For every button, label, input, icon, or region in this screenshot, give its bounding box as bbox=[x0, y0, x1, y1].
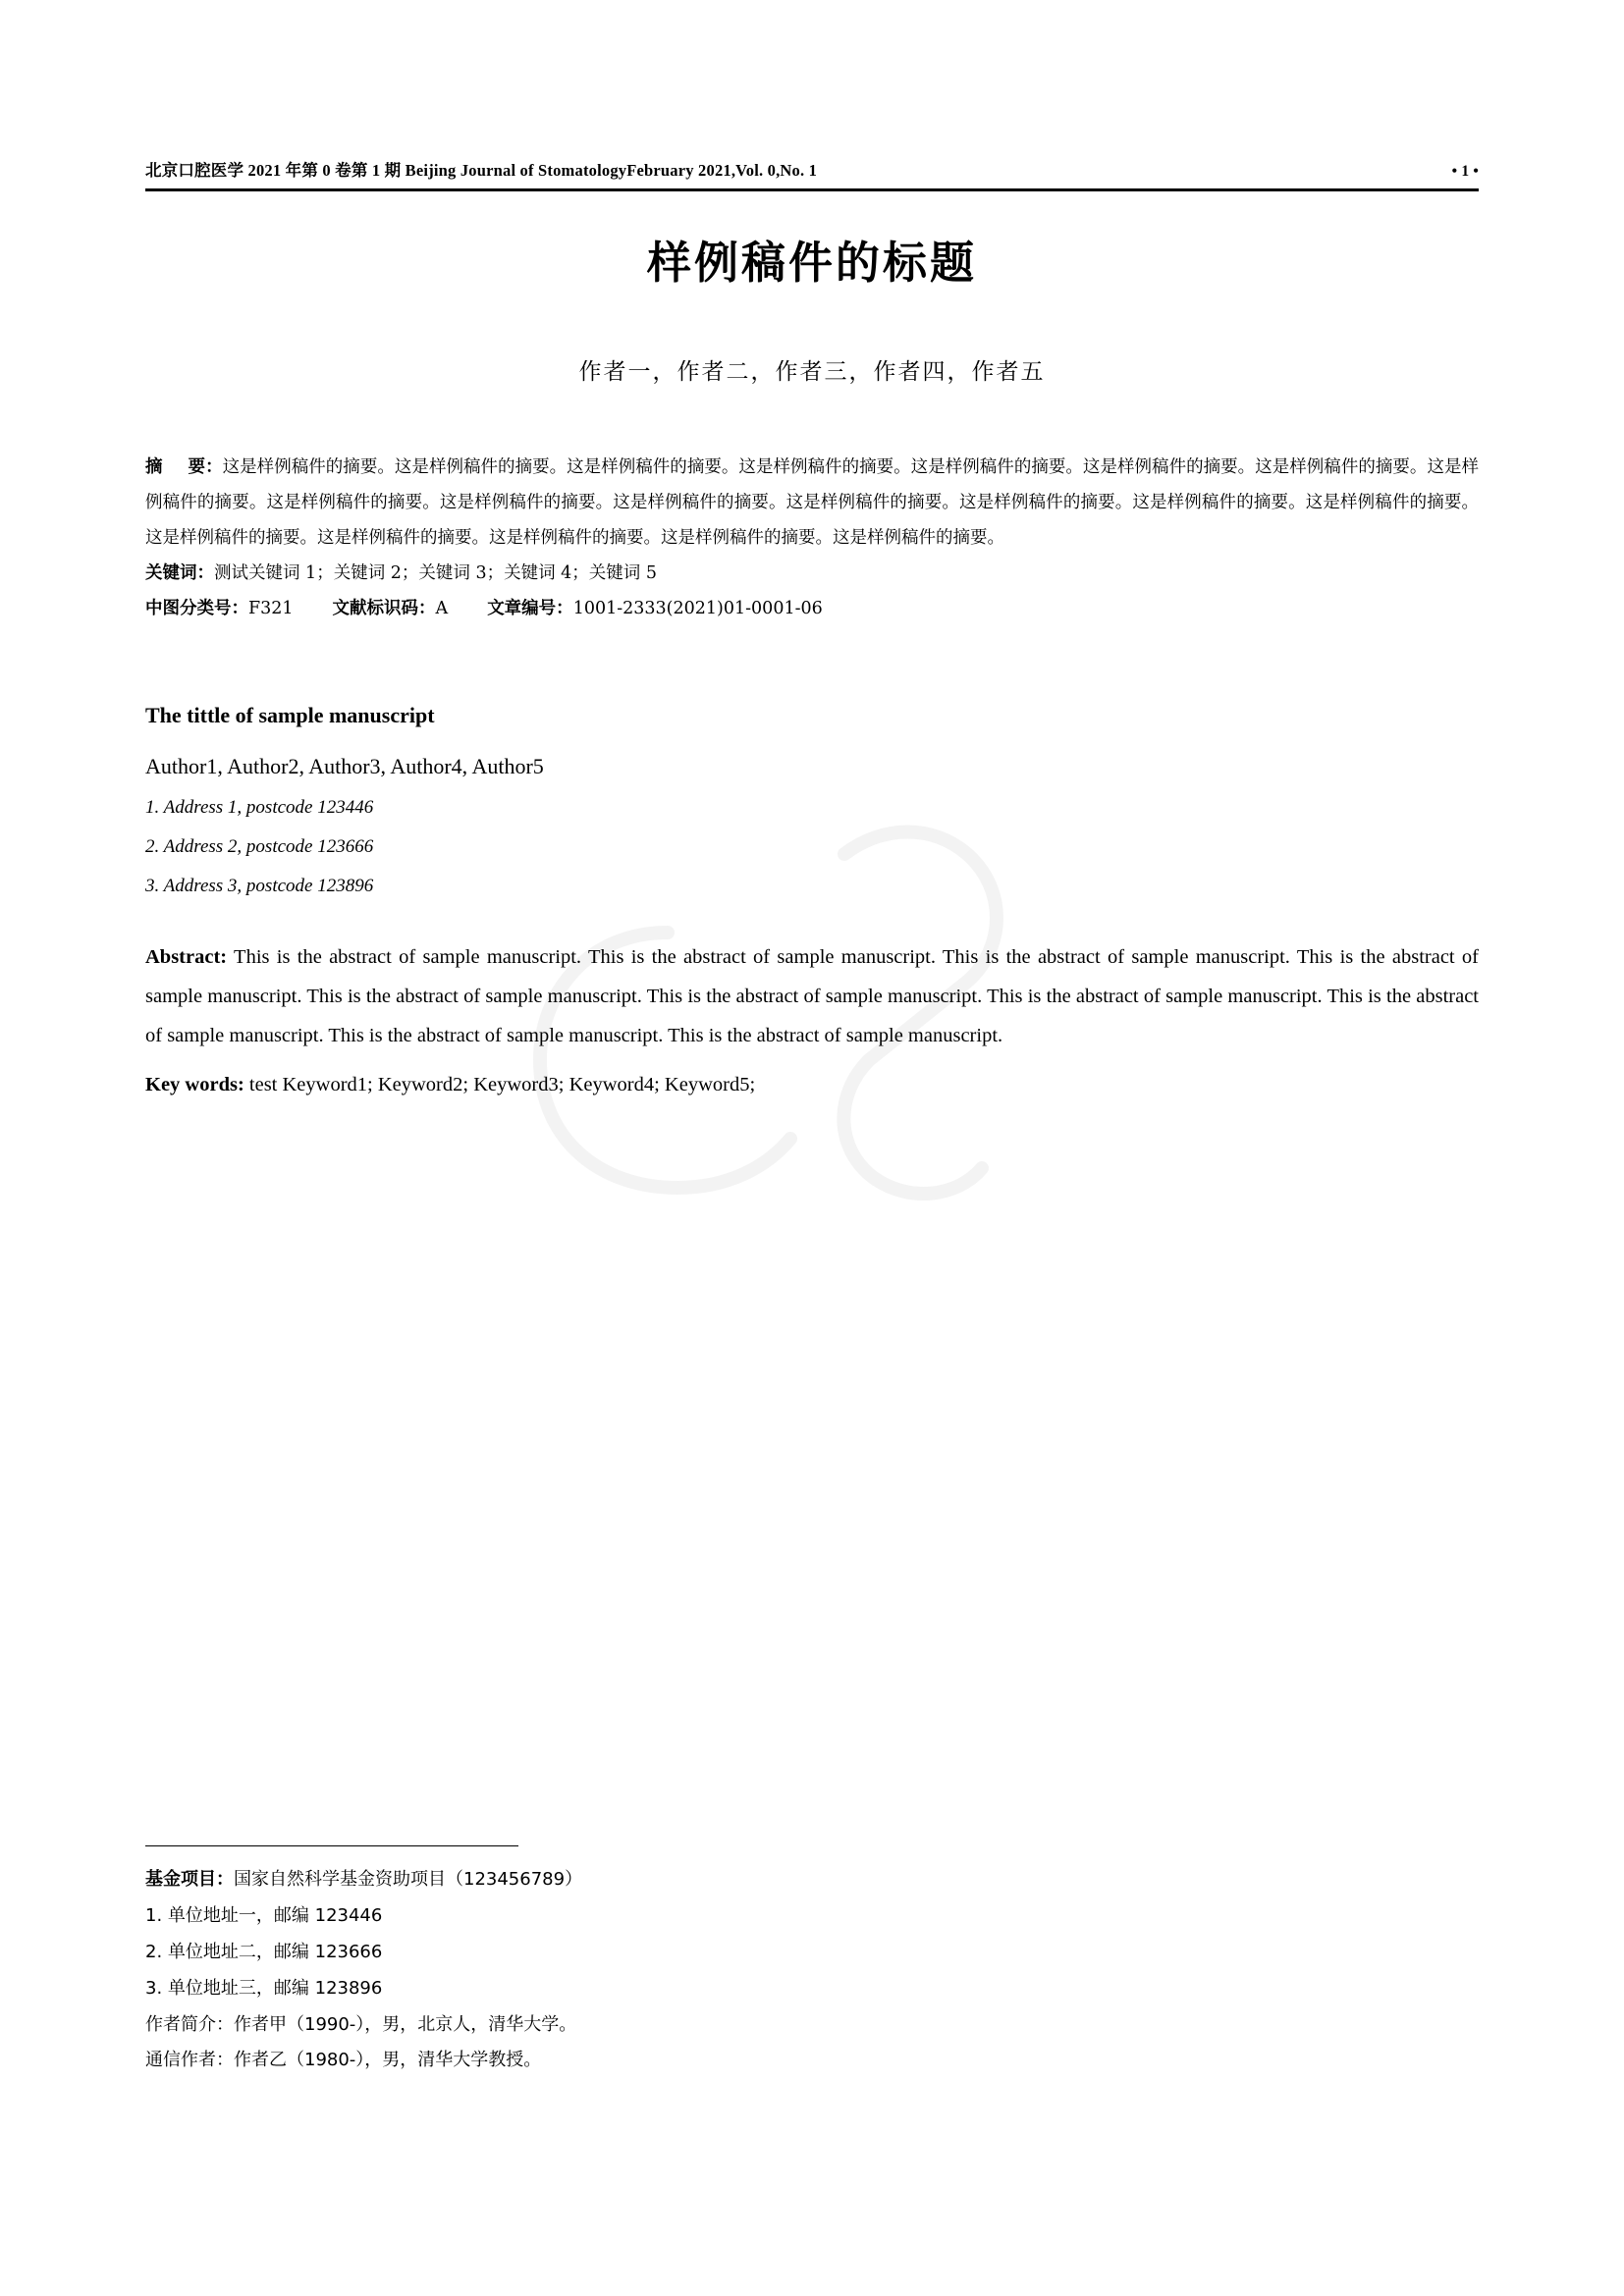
chinese-abstract-label: 摘 bbox=[145, 457, 163, 477]
corresponding-author-line bbox=[145, 2043, 1479, 2079]
author-bio-text: 作者甲（1990-），男，北京人，清华大学。 bbox=[234, 2013, 577, 2035]
footnote-address-2: 2. 单位地址二，邮编 123666 bbox=[145, 1941, 383, 1962]
page-content bbox=[145, 157, 1479, 1105]
document-code-value: A bbox=[435, 598, 449, 618]
author-bio-label: 作者简介： bbox=[145, 2013, 234, 2035]
chinese-abstract-paragraph bbox=[145, 451, 1479, 557]
page-number: • 1 • bbox=[1451, 163, 1479, 180]
corresponding-author-text: 作者乙（1980-），男，清华大学教授。 bbox=[234, 2050, 542, 2071]
chinese-abstract-label-2: 要： bbox=[188, 457, 223, 477]
article-id-value: 1001-2333(2021)01-0001-06 bbox=[572, 598, 823, 618]
english-keywords-text: test Keyword1; Keyword2; Keyword3; Keyword4; Keyword5; bbox=[244, 1074, 756, 1096]
footnote-block bbox=[145, 1845, 1479, 2079]
chinese-abstract-block bbox=[145, 451, 1479, 626]
english-abstract-text: This is the abstract of sample manuscript. This is the abstract of sample manuscript. This is the abstract of sample manuscript. This is the abstract of sample manuscript. This is the abstract of sample manuscript. This is the abstract of sample manuscript. This is the abstract of sample manuscript. This is the abstract of sample manuscript. This is the abstract of sample manuscript. This is the abstract of sample manuscript. bbox=[145, 946, 1479, 1047]
footnote-address-1: 1. 单位地址一，邮编 123446 bbox=[145, 1904, 383, 1926]
english-authors: Author1, Author2, Author3, Author4, Author5 bbox=[145, 754, 544, 779]
author-bio-line bbox=[145, 2007, 1479, 2044]
clc-value: F321 bbox=[248, 598, 294, 618]
chinese-authors: 作者一，作者二，作者三，作者四，作者五 bbox=[578, 359, 1046, 385]
english-address-3: 3. Address 3, postcode 123896 bbox=[145, 876, 374, 897]
article-id-label: 文章编号： bbox=[487, 598, 573, 618]
fund-line bbox=[145, 1862, 1479, 1898]
fund-label: 基金项目： bbox=[145, 1869, 234, 1890]
corresponding-author-label: 通信作者： bbox=[145, 2050, 234, 2071]
english-abstract bbox=[145, 938, 1479, 1056]
english-keywords-label: Key words: bbox=[145, 1074, 244, 1096]
english-address-2: 2. Address 2, postcode 123666 bbox=[145, 836, 374, 858]
english-abstract-label: Abstract: bbox=[145, 946, 228, 969]
header-rule bbox=[145, 188, 1479, 191]
footnote-address-3: 3. 单位地址三，邮编 123896 bbox=[145, 1977, 383, 1999]
english-keywords bbox=[145, 1066, 1479, 1105]
chinese-keywords-text: 测试关键词 1；关键词 2；关键词 3；关键词 4；关键词 5 bbox=[214, 562, 657, 583]
footnote-rule bbox=[145, 1845, 518, 1846]
chinese-title: 样例稿件的标题 bbox=[646, 237, 977, 289]
running-head bbox=[145, 157, 1479, 181]
chinese-abstract-text: 这是样例稿件的摘要。这是样例稿件的摘要。这是样例稿件的摘要。这是样例稿件的摘要。这是样例稿件的摘要。这是样例稿件的摘要。这是样例稿件的摘要。这是样例稿件的摘要。这是样例稿件的摘要。这是样例稿件的摘要。这是样例稿件的摘要。这是样例稿件的摘要。这是样例稿件的摘要。这是样例稿件的摘要。这是样例稿件的摘要。这是样例稿件的摘要。这是样例稿件的摘要。这是样例稿件的摘要。这是样例稿件的摘要。这是样例稿件的摘要。 bbox=[145, 457, 1480, 548]
english-title: The tittle of sample manuscript bbox=[145, 703, 435, 728]
chinese-classification-line bbox=[145, 592, 1479, 627]
english-address-1: 1. Address 1, postcode 123446 bbox=[145, 797, 374, 819]
clc-label: 中图分类号： bbox=[145, 598, 248, 618]
running-head-left: 北京口腔医学 2021 年第 0 卷第 1 期 Beijing Journal of StomatologyFebruary 2021,Vol. 0,No. 1 bbox=[145, 161, 818, 180]
chinese-keywords-line bbox=[145, 557, 1479, 592]
document-code-label: 文献标识码： bbox=[332, 598, 436, 618]
chinese-keywords-label: 关键词： bbox=[145, 562, 214, 583]
fund-text: 国家自然科学基金资助项目（123456789） bbox=[234, 1869, 583, 1890]
